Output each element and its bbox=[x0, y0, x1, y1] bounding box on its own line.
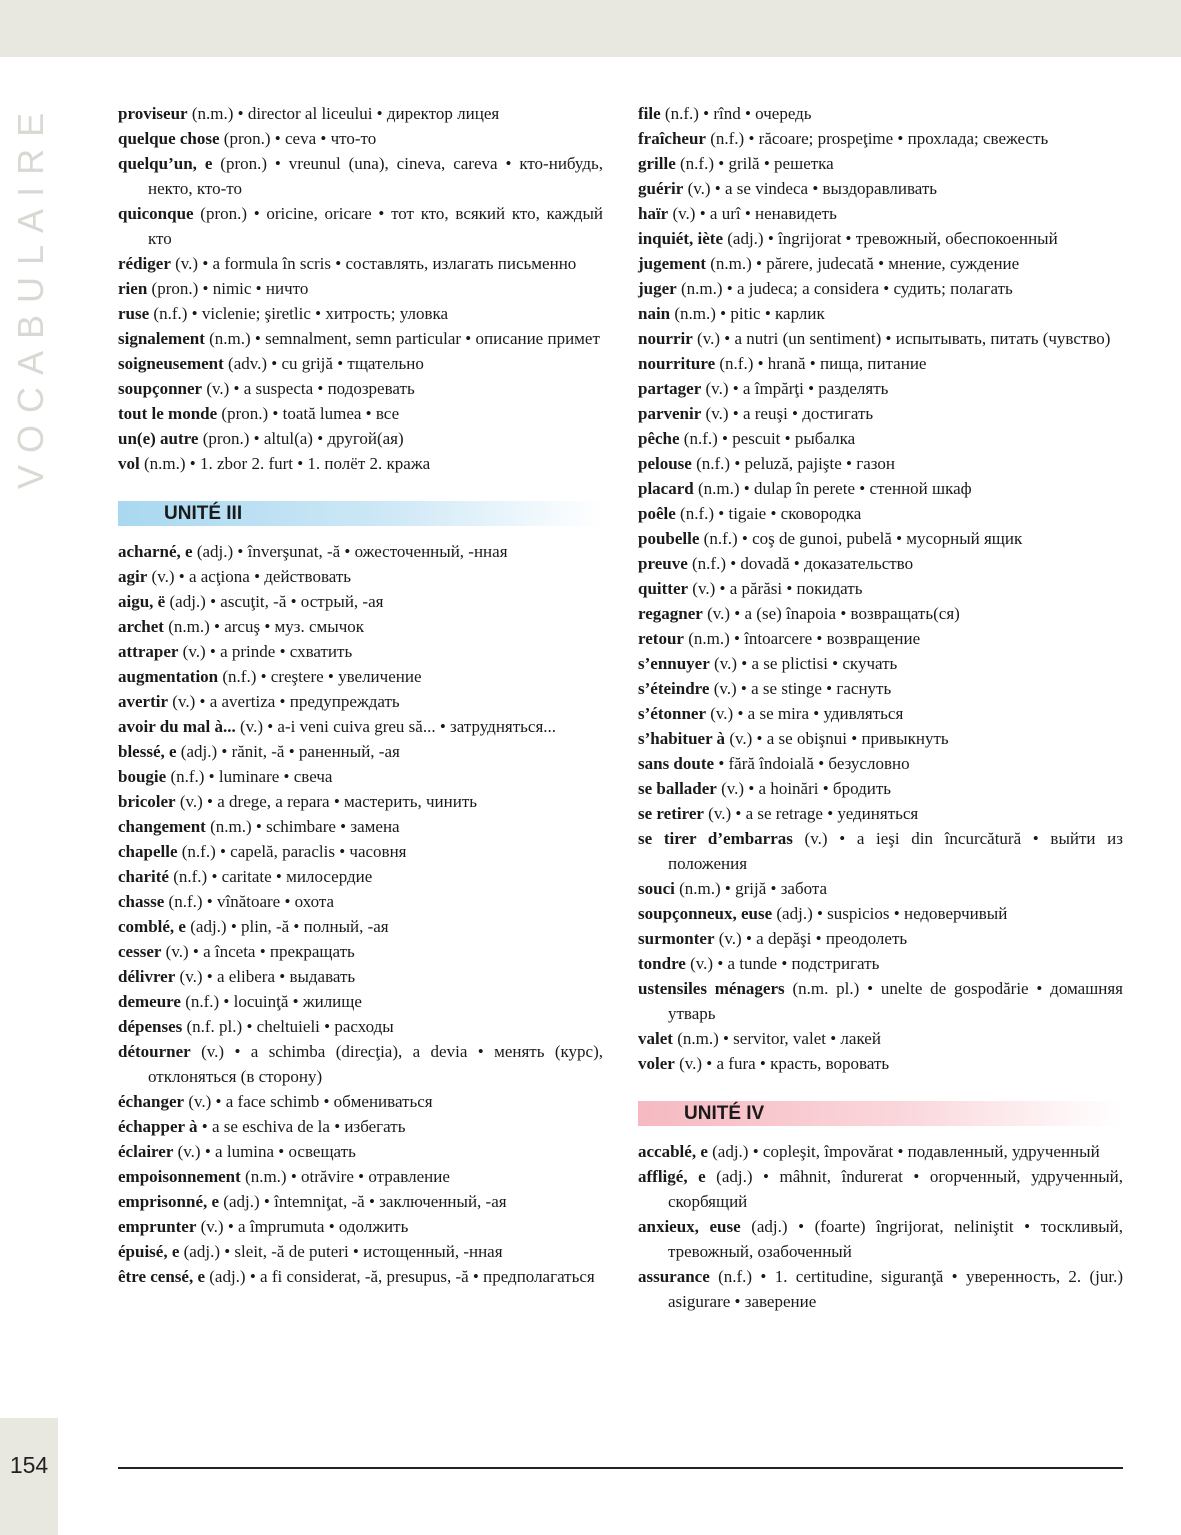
definition: (pron.) • vreunul (una), cineva, careva • кто-нибудь, некто, кто-то bbox=[148, 154, 603, 198]
vocabulary-entry bbox=[118, 814, 603, 839]
definition: (n.f.) • luminare • свеча bbox=[166, 767, 333, 786]
definition: (n.m.) • director al liceului • директор лицея bbox=[187, 104, 500, 123]
headword: avertir bbox=[118, 692, 169, 711]
vocabulary-entry bbox=[638, 751, 1123, 776]
vocabulary-entry bbox=[638, 726, 1123, 751]
vocabulary-entry bbox=[638, 276, 1123, 301]
headword: retour bbox=[638, 629, 684, 648]
headword: attraper bbox=[118, 642, 179, 661]
vocabulary-entry bbox=[638, 1264, 1123, 1314]
headword: partager bbox=[638, 379, 702, 398]
vocabulary-entry bbox=[118, 1264, 603, 1289]
vocabulary-entry bbox=[118, 589, 603, 614]
headword: ruse bbox=[118, 304, 150, 323]
vocabulary-entry bbox=[118, 939, 603, 964]
headword: souci bbox=[638, 879, 675, 898]
vocabulary-entry bbox=[118, 789, 603, 814]
vocabulary-entry bbox=[638, 176, 1123, 201]
headword: emprunter bbox=[118, 1217, 197, 1236]
vocabulary-entry bbox=[638, 1139, 1123, 1164]
headword: chasse bbox=[118, 892, 165, 911]
headword: vol bbox=[118, 454, 140, 473]
definition: • a se eschiva de la • избегать bbox=[197, 1117, 406, 1136]
vocabulary-entry bbox=[118, 664, 603, 689]
definition: (n.f.) • dovadă • доказательство bbox=[687, 554, 914, 573]
vocabulary-entry bbox=[638, 376, 1123, 401]
definition: (adj.) • mâhnit, îndurerat • огорченный, удрученный, скорбящий bbox=[668, 1167, 1124, 1211]
headword: détourner bbox=[118, 1042, 191, 1061]
headword: fraîcheur bbox=[638, 129, 706, 148]
definition: (v.) • a nutri (un sentiment) • испытывать, питать (чувство) bbox=[692, 329, 1111, 348]
vocabulary-entry bbox=[638, 451, 1123, 476]
definition: (adj.) • copleşit, împovărat • подавленный, удрученный bbox=[707, 1142, 1100, 1161]
headword: tondre bbox=[638, 954, 686, 973]
headword: aigu, ë bbox=[118, 592, 166, 611]
definition: (pron.) • altul(a) • другой(ая) bbox=[198, 429, 404, 448]
definition: (adv.) • cu grijă • тщательно bbox=[223, 354, 424, 373]
vocabulary-entry bbox=[118, 914, 603, 939]
definition: (v.) • a se plictisi • скучать bbox=[709, 654, 898, 673]
definition: (v.) • a face schimb • обмениваться bbox=[184, 1092, 433, 1111]
vocabulary-entry bbox=[638, 801, 1123, 826]
right-column bbox=[638, 101, 1123, 1314]
headword: pelouse bbox=[638, 454, 692, 473]
vocabulary-entry bbox=[118, 101, 603, 126]
headword: affligé, e bbox=[638, 1167, 706, 1186]
vocabulary-entry bbox=[118, 614, 603, 639]
definition: (n.f. pl.) • cheltuieli • расходы bbox=[182, 1017, 394, 1036]
definition: (n.m.) • otrăvire • отравление bbox=[240, 1167, 450, 1186]
definition: (n.m.) • semnalment, semn particular • описание примет bbox=[204, 329, 600, 348]
headword: dépenses bbox=[118, 1017, 183, 1036]
headword: poêle bbox=[638, 504, 676, 523]
definition: (n.f.) • hrană • пища, питание bbox=[715, 354, 927, 373]
vocabulary-entry bbox=[118, 839, 603, 864]
vocabulary-entry bbox=[118, 1239, 603, 1264]
definition: (adj.) • întemniţat, -ă • заключенный, -ая bbox=[219, 1192, 507, 1211]
headword: changement bbox=[118, 817, 206, 836]
vocabulary-entry bbox=[638, 1214, 1123, 1264]
unit-heading: UNITÉ III bbox=[118, 501, 603, 526]
definition: (n.f.) • vînătoare • охота bbox=[164, 892, 335, 911]
definition: (adj.) • îngrijorat • тревожный, обеспокоенный bbox=[723, 229, 1058, 248]
headword: signalement bbox=[118, 329, 205, 348]
definition: (adj.) • rănit, -ă • раненный, -ая bbox=[176, 742, 400, 761]
definition: (n.f.) • 1. certitudine, siguranţă • уверенность, 2. (jur.) asigurare • заверение bbox=[668, 1267, 1123, 1311]
vocabulary-entry bbox=[638, 1164, 1123, 1214]
vocabulary-entry bbox=[118, 1014, 603, 1039]
headword: bricoler bbox=[118, 792, 176, 811]
headword: inquiét, iète bbox=[638, 229, 723, 248]
definition: • fără îndoială • безусловно bbox=[714, 754, 910, 773]
page-number: 154 bbox=[9, 1452, 49, 1478]
definition: (n.f.) • pescuit • рыбалка bbox=[679, 429, 856, 448]
definition: (n.f.) • grilă • решетка bbox=[675, 154, 834, 173]
headword: rien bbox=[118, 279, 148, 298]
vocabulary-entry bbox=[118, 889, 603, 914]
vocabulary-entry bbox=[638, 951, 1123, 976]
definition: (pron.) • oricine, oricare • тот кто, всякий кто, каждый кто bbox=[148, 204, 603, 248]
vocabulary-entry bbox=[118, 1114, 603, 1139]
definition: (v.) • a-i veni cuiva greu să... • затрудняться... bbox=[235, 717, 557, 736]
definition: (v.) • a schimba (direcţia), a devia • менять (курс), отклоняться (в сторону) bbox=[148, 1042, 603, 1086]
headword: cesser bbox=[118, 942, 162, 961]
headword: nourrir bbox=[638, 329, 693, 348]
headword: accablé, e bbox=[638, 1142, 708, 1161]
definition: (v.) • a avertiza • предупреждать bbox=[168, 692, 400, 711]
vocabulary-entry bbox=[638, 901, 1123, 926]
definition: (n.m.) • a judeca; a considera • судить; полагать bbox=[676, 279, 1013, 298]
headword: sans doute bbox=[638, 754, 715, 773]
definition: (v.) • a elibera • выдавать bbox=[175, 967, 356, 986]
headword: assurance bbox=[638, 1267, 710, 1286]
vocabulary-entry bbox=[118, 1164, 603, 1189]
definition: (n.f.) • caritate • милосердие bbox=[168, 867, 373, 886]
vocabulary-entry bbox=[638, 351, 1123, 376]
headword: quitter bbox=[638, 579, 689, 598]
headword: soupçonneux, euse bbox=[638, 904, 773, 923]
definition: (v.) • a înceta • прекращать bbox=[161, 942, 355, 961]
vocabulary-entry bbox=[638, 201, 1123, 226]
definition: (n.f.) • rînd • очередь bbox=[660, 104, 812, 123]
vocabulary-entry bbox=[118, 989, 603, 1014]
definition: (n.m. pl.) • unelte de gospodărie • домашняя утварь bbox=[668, 979, 1124, 1023]
footer-rule bbox=[118, 1467, 1123, 1469]
headword: augmentation bbox=[118, 667, 219, 686]
headword: rédiger bbox=[118, 254, 171, 273]
definition: (n.m.) • 1. zbor 2. furt • 1. полёт 2. кража bbox=[139, 454, 431, 473]
vocabulary-entry bbox=[638, 476, 1123, 501]
headword: charité bbox=[118, 867, 169, 886]
vocabulary-entry bbox=[638, 976, 1123, 1026]
definition: (n.f.) • răcoare; prospeţime • прохлада; свежесть bbox=[705, 129, 1049, 148]
headword: agir bbox=[118, 567, 148, 586]
vocabulary-entry bbox=[118, 1189, 603, 1214]
headword: parvenir bbox=[638, 404, 702, 423]
headword: soupçonner bbox=[118, 379, 203, 398]
headword: placard bbox=[638, 479, 694, 498]
vocabulary-entry bbox=[118, 251, 603, 276]
headword: haïr bbox=[638, 204, 669, 223]
definition: (v.) • a părăsi • покидать bbox=[688, 579, 863, 598]
headword: surmonter bbox=[638, 929, 715, 948]
vocabulary-entry bbox=[118, 564, 603, 589]
vocabulary-entry bbox=[638, 501, 1123, 526]
definition: (v.) • a fura • красть, воровать bbox=[674, 1054, 890, 1073]
headword: guérir bbox=[638, 179, 684, 198]
definition: (v.) • a depăşi • преодолеть bbox=[714, 929, 908, 948]
definition: (adj.) • suspicios • недоверчивый bbox=[772, 904, 1008, 923]
headword: un(e) autre bbox=[118, 429, 199, 448]
vocabulary-entry bbox=[118, 276, 603, 301]
definition: (n.f.) • creştere • увеличение bbox=[218, 667, 422, 686]
unit-heading: UNITÉ IV bbox=[638, 1101, 1123, 1126]
headword: emprisonné, e bbox=[118, 1192, 220, 1211]
vocabulary-entry bbox=[638, 651, 1123, 676]
vocabulary-entry bbox=[638, 826, 1123, 876]
headword: avoir du mal à... bbox=[118, 717, 236, 736]
headword: soigneusement bbox=[118, 354, 224, 373]
headword: archet bbox=[118, 617, 164, 636]
vocabulary-entry bbox=[638, 876, 1123, 901]
headword: s’éteindre bbox=[638, 679, 710, 698]
headword: empoisonnement bbox=[118, 1167, 241, 1186]
headword: comblé, e bbox=[118, 917, 186, 936]
headword: échanger bbox=[118, 1092, 185, 1111]
vocabulary-entry bbox=[118, 1039, 603, 1089]
vocabulary-entry bbox=[638, 676, 1123, 701]
vocabulary-entry bbox=[638, 301, 1123, 326]
definition: (v.) • a se mira • удивляться bbox=[705, 704, 904, 723]
definition: (n.f.) • capelă, paraclis • часовня bbox=[177, 842, 407, 861]
definition: (adj.) • înverşunat, -ă • ожесточенный, -нная bbox=[192, 542, 508, 561]
definition: (adj.) • plin, -ă • полный, -ая bbox=[185, 917, 389, 936]
headword: être censé, e bbox=[118, 1267, 205, 1286]
headword: se tirer d’embarras bbox=[638, 829, 793, 848]
headword: se retirer bbox=[638, 804, 704, 823]
vocabulary-entry bbox=[118, 964, 603, 989]
definition: (pron.) • toată lumea • все bbox=[217, 404, 400, 423]
vocabulary-entry bbox=[638, 126, 1123, 151]
headword: poubelle bbox=[638, 529, 700, 548]
definition: (v.) • a se obişnui • привыкнуть bbox=[725, 729, 949, 748]
definition: (n.m.) • întoarcere • возвращение bbox=[683, 629, 921, 648]
headword: nain bbox=[638, 304, 671, 323]
section-title-vertical: VOCABULAIRE bbox=[10, 100, 51, 490]
vocabulary-entry bbox=[638, 601, 1123, 626]
vocabulary-entry bbox=[638, 626, 1123, 651]
headword: tout le monde bbox=[118, 404, 218, 423]
vocabulary-entry bbox=[118, 201, 603, 251]
definition: (v.) • a tunde • подстригать bbox=[685, 954, 880, 973]
headword: proviseur bbox=[118, 104, 188, 123]
headword: ustensiles ménagers bbox=[638, 979, 785, 998]
definition: (n.f.) • coş de gunoi, pubelă • мусорный ящик bbox=[699, 529, 1023, 548]
vocabulary-entry bbox=[118, 451, 603, 476]
vocabulary-entry bbox=[118, 351, 603, 376]
vocabulary-entry bbox=[638, 1026, 1123, 1051]
definition: (v.) • a împărţi • разделять bbox=[701, 379, 889, 398]
definition: (v.) • a urî • ненавидеть bbox=[668, 204, 837, 223]
headword: nourriture bbox=[638, 354, 716, 373]
headword: juger bbox=[638, 279, 677, 298]
headword: bougie bbox=[118, 767, 167, 786]
vocabulary-entry bbox=[638, 776, 1123, 801]
headword: valet bbox=[638, 1029, 673, 1048]
vocabulary-entry bbox=[638, 701, 1123, 726]
headword: épuisé, e bbox=[118, 1242, 180, 1261]
headword: preuve bbox=[638, 554, 688, 573]
headword: se ballader bbox=[638, 779, 717, 798]
vocabulary-entry bbox=[118, 714, 603, 739]
headword: anxieux, euse bbox=[638, 1217, 741, 1236]
definition: (n.m.) • arcuş • муз. смычок bbox=[163, 617, 365, 636]
definition: (n.f.) • viclenie; şiretlic • хитрость; уловка bbox=[149, 304, 449, 323]
headword: s’ennuyer bbox=[638, 654, 710, 673]
definition: (v.) • a drege, a repara • мастерить, чинить bbox=[175, 792, 478, 811]
headword: quelque chose bbox=[118, 129, 220, 148]
headword: quelqu’un, e bbox=[118, 154, 213, 173]
left-column bbox=[118, 101, 603, 1289]
vocabulary-entry bbox=[638, 426, 1123, 451]
definition: (v.) • a lumina • освещать bbox=[173, 1142, 356, 1161]
headword: délivrer bbox=[118, 967, 176, 986]
definition: (v.) • a împrumuta • одолжить bbox=[196, 1217, 409, 1236]
headword: éclairer bbox=[118, 1142, 174, 1161]
headword: acharné, e bbox=[118, 542, 193, 561]
headword: s’habituer à bbox=[638, 729, 726, 748]
vocabulary-entry bbox=[118, 151, 603, 201]
definition: (n.f.) • peluză, pajişte • газон bbox=[691, 454, 895, 473]
definition: (n.f.) • tigaie • сковородка bbox=[675, 504, 862, 523]
headword: blessé, e bbox=[118, 742, 177, 761]
vocabulary-entry bbox=[118, 864, 603, 889]
vocabulary-entry bbox=[638, 551, 1123, 576]
headword: chapelle bbox=[118, 842, 178, 861]
headword: grille bbox=[638, 154, 676, 173]
definition: (v.) • a se vindeca • выздоравливать bbox=[683, 179, 938, 198]
headword: demeure bbox=[118, 992, 181, 1011]
definition: (v.) • a reuşi • достигать bbox=[701, 404, 874, 423]
headword: quiconque bbox=[118, 204, 194, 223]
vocabulary-entry bbox=[638, 526, 1123, 551]
headword: voler bbox=[638, 1054, 675, 1073]
definition: (adj.) • ascuţit, -ă • острый, -ая bbox=[165, 592, 384, 611]
definition: (n.m.) • servitor, valet • лакей bbox=[672, 1029, 881, 1048]
definition: (v.) • a formula în scris • составлять, излагать письменно bbox=[170, 254, 577, 273]
definition: (v.) • a prinde • схватить bbox=[178, 642, 353, 661]
vocabulary-entry bbox=[638, 326, 1123, 351]
definition: (pron.) • nimic • ничто bbox=[147, 279, 309, 298]
vocabulary-entry bbox=[118, 1214, 603, 1239]
vocabulary-entry bbox=[118, 326, 603, 351]
vocabulary-entry bbox=[118, 301, 603, 326]
headword: file bbox=[638, 104, 661, 123]
vocabulary-entry bbox=[118, 1089, 603, 1114]
definition: (n.f.) • locuinţă • жилище bbox=[180, 992, 362, 1011]
vocabulary-entry bbox=[638, 576, 1123, 601]
vocabulary-entry bbox=[118, 1139, 603, 1164]
vocabulary-entry bbox=[638, 226, 1123, 251]
definition: (adj.) • (foarte) îngrijorat, neliniştit • тоскливый, тревожный, озабоченный bbox=[668, 1217, 1123, 1261]
vocabulary-entry bbox=[118, 539, 603, 564]
top-header-band bbox=[0, 0, 1181, 57]
definition: (v.) • a se stinge • гаснуть bbox=[709, 679, 892, 698]
vocabulary-entry bbox=[118, 401, 603, 426]
vocabulary-entry bbox=[118, 689, 603, 714]
definition: (adj.) • a fi considerat, -ă, presupus, -ă • предполагаться bbox=[205, 1267, 595, 1286]
vocabulary-entry bbox=[118, 376, 603, 401]
vocabulary-entry bbox=[118, 739, 603, 764]
vocabulary-entry bbox=[118, 426, 603, 451]
definition: (v.) • a acţiona • действовать bbox=[147, 567, 352, 586]
definition: (v.) • a se retrage • уединяться bbox=[703, 804, 919, 823]
vocabulary-entry bbox=[118, 126, 603, 151]
vocabulary-entry bbox=[638, 251, 1123, 276]
definition: (n.m.) • pitic • карлик bbox=[670, 304, 825, 323]
headword: s’étonner bbox=[638, 704, 706, 723]
vocabulary-entry bbox=[638, 101, 1123, 126]
headword: pêche bbox=[638, 429, 680, 448]
definition: (v.) • a hoinări • бродить bbox=[716, 779, 892, 798]
definition: (v.) • a suspecta • подозревать bbox=[202, 379, 415, 398]
vocabulary-entry bbox=[638, 926, 1123, 951]
headword: échapper à bbox=[118, 1117, 198, 1136]
headword: regagner bbox=[638, 604, 703, 623]
vocabulary-entry bbox=[118, 639, 603, 664]
vocabulary-entry bbox=[638, 401, 1123, 426]
definition: (n.m.) • schimbare • замена bbox=[205, 817, 400, 836]
definition: (v.) • a ieşi din încurcătură • выйти из положения bbox=[668, 829, 1123, 873]
vocabulary-entry bbox=[638, 1051, 1123, 1076]
definition: (n.m.) • grijă • забота bbox=[674, 879, 828, 898]
definition: (pron.) • ceva • что-то bbox=[219, 129, 377, 148]
headword: jugement bbox=[638, 254, 706, 273]
definition: (v.) • a (se) înapoia • возвращать(ся) bbox=[702, 604, 960, 623]
vocabulary-entry bbox=[638, 151, 1123, 176]
vocabulary-entry bbox=[118, 764, 603, 789]
definition: (adj.) • sleit, -ă de puteri • истощенный, -нная bbox=[179, 1242, 503, 1261]
definition: (n.m.) • dulap în perete • стенной шкаф bbox=[693, 479, 972, 498]
definition: (n.m.) • părere, judecată • мнение, суждение bbox=[705, 254, 1020, 273]
